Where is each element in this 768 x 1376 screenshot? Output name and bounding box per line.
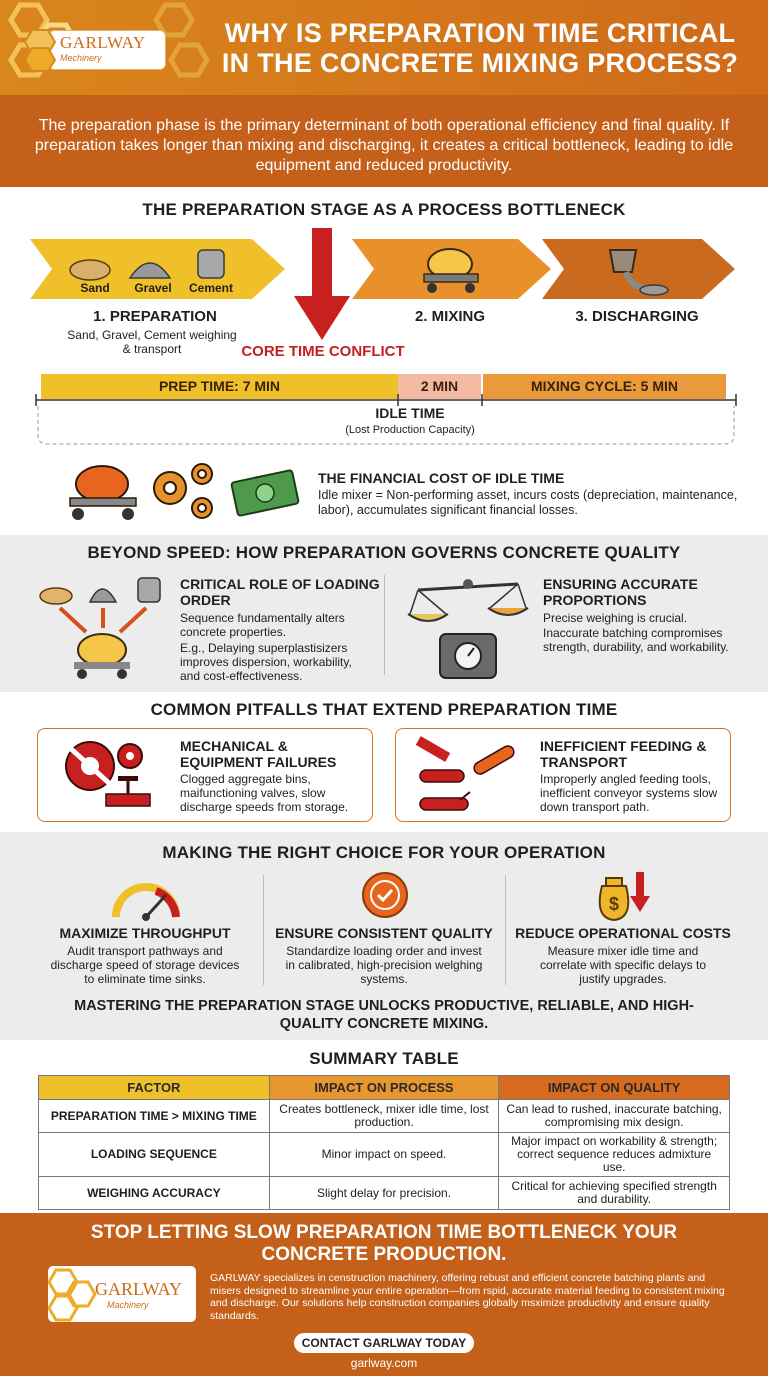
choice-divider-1 [263, 875, 264, 985]
material-label-cement: Cement [188, 281, 233, 295]
maximize-throughput-text: Audit transport pathways and discharge speed of storage devices to eliminate time sinks. [50, 944, 240, 986]
speedometer-icon [110, 873, 182, 921]
money-icon [231, 470, 299, 516]
material-label-sand: Sand [80, 281, 110, 295]
logo-tagline: Mechinery [60, 53, 102, 63]
financial-cost-title: THE FINANCIAL COST OF IDLE TIME [318, 470, 565, 486]
sand-pile-icon [70, 260, 110, 280]
choice-section-title: MAKING THE RIGHT CHOICE FOR YOUR OPERATION [162, 843, 606, 862]
cement-bag-icon [198, 250, 224, 278]
mechanical-failures-title: MECHANICAL & EQUIPMENT FAILURES [180, 738, 337, 770]
reduce-costs-title: REDUCE OPERATIONAL COSTS [515, 925, 731, 941]
inefficient-feeding-text: Improperly angled feeding tools, inefficient conveyor systems slow down transport path. [540, 772, 718, 814]
quality-badge-icon [360, 870, 410, 920]
logo-name: GARLWAY [60, 33, 146, 52]
quality-section-title: BEYOND SPEED: HOW PREPARATION GOVERNS CONCRETE QUALITY [87, 543, 681, 562]
table-cell: Slight delay for precision. [269, 1177, 499, 1210]
core-conflict-label: CORE TIME CONFLICT [241, 343, 405, 360]
loading-order-text-1: Sequence fundamentally alters concrete properties. [180, 611, 345, 639]
table-cell: Creates bottleneck, mixer idle time, lost production. [269, 1100, 499, 1133]
footer-description: GARLWAY specializes in censtruction machinery, offering rebust and efficient concrete batching plants and misers designed to streamline your entire operation—from rspid, accurate material feeding to consistent mixing and discharge. Our solutions help construction companies globally msximize productivity and ensure quality standards. [210, 1272, 725, 1322]
table-row [39, 1177, 730, 1210]
table-cell: Minor impact on speed. [269, 1133, 499, 1177]
table-cell: Critical for achieving specified strength and durability. [499, 1177, 730, 1210]
idle-cost-icons [62, 458, 304, 526]
table-cell: WEIGHING ACCURACY [39, 1177, 270, 1210]
bottleneck-section-title: THE PREPARATION STAGE AS A PROCESS BOTTLENECK [142, 200, 626, 219]
table-header-row [39, 1076, 730, 1100]
contact-button[interactable]: CONTACT GARLWAY TODAY [294, 1333, 474, 1353]
loading-order-icon [36, 572, 170, 682]
stage-preparation-subtitle: Sand, Gravel, Cement weighing & transport [67, 328, 237, 356]
idle-time-sublabel: (Lost Production Capacity) [345, 424, 475, 436]
consistent-quality-text: Standardize loading order and invest in calibrated, high-precision welghing systems. [285, 944, 483, 986]
pitfalls-section-title: COMMON PITFALLS THAT EXTEND PREPARATION TIME [150, 700, 618, 719]
maximize-throughput-title: MAXIMIZE THROUGHPUT [59, 925, 231, 941]
loading-order-text-2: E.g., Delaying superplastisizers improves dispersion, workability, and cost-effectiveness. [180, 641, 352, 683]
table-cell: PREPARATION TIME > MIXING TIME [39, 1100, 270, 1133]
mixing-cycle-bar: MIXING CYCLE: 5 MIN [483, 374, 726, 399]
table-cell: Major impact on workability & strength; correct sequence reduces admixture use. [499, 1133, 730, 1177]
conveyor-icon [410, 736, 526, 816]
table-row [39, 1133, 730, 1177]
header-impact-process: IMPACT ON PROCESS [269, 1076, 499, 1100]
table-row [39, 1100, 730, 1133]
page-title: WHY IS PREPARATION TIME CRITICAL IN THE CONCRETE MIXING PROCESS? [221, 18, 739, 78]
gears-icon [154, 464, 212, 518]
table-cell: Can lead to rushed, inaccurate batching, compromising mix design. [499, 1100, 730, 1133]
idle-time-bar: 2 MIN [398, 374, 481, 399]
inefficient-feeding-title: INEFFICIENT FEEDING & TRANSPORT [540, 738, 707, 770]
svg-text:$: $ [609, 894, 620, 914]
financial-cost-text: Idle mixer = Non-performing asset, incurs costs (depreciation, maintenance, labor), accumulates significant financial losses. [318, 488, 738, 517]
consistent-quality-title: ENSURE CONSISTENT QUALITY [275, 925, 493, 941]
mechanical-failures-text: Clogged aggregate bins, maifunctioning valves, slow discharge speeds from storage. [180, 772, 349, 814]
down-arrow-icon [292, 226, 352, 344]
reduce-costs-text: Measure mixer idle time and correlate with specific delays to justify upgrades. [539, 944, 707, 986]
header-impact-quality: IMPACT ON QUALITY [499, 1076, 730, 1100]
idle-time-label: IDLE TIME [375, 405, 445, 421]
stage-preparation-title: 1. PREPARATION [93, 308, 217, 325]
stage-mixing-title: 2. MIXING [414, 308, 485, 325]
mixer-cost-icon [70, 466, 136, 520]
quality-divider [384, 575, 385, 675]
footer-call-to-action: STOP LETTING SLOW PREPARATION TIME BOTTLENECK YOUR CONCRETE PRODUCTION. [90, 1222, 678, 1265]
choice-divider-2 [505, 875, 506, 985]
prep-time-bar: PREP TIME: 7 MIN [41, 374, 398, 399]
summary-table-title: SUMMARY TABLE [309, 1049, 459, 1068]
money-bag-down-icon [592, 868, 654, 922]
discharging-chevron [542, 239, 735, 299]
accurate-proportions-text-2: Inaccurate batching compromises strength, durability, and workability. [543, 626, 729, 654]
stage-discharging-title: 3. DISCHARGING [575, 308, 699, 325]
broken-gear-icon [56, 736, 156, 816]
logo-hexagon-icon [24, 28, 56, 72]
summary-table [38, 1075, 730, 1210]
header-factor: FACTOR [39, 1076, 270, 1100]
intro-text: The preparation phase is the primary determinant of both operational efficiency and final quality. If preparation takes longer than mixing and discharging, it creates a critical bottleneck, leading to idle equipment and reduced productivity. [34, 117, 734, 174]
mastering-statement: MASTERING THE PREPARATION STAGE UNLOCKS PRODUCTIVE, RELIABLE, AND HIGH-QUALITY CONCRETE MIXING. [74, 998, 694, 1032]
accurate-proportions-text-1: Precise weighing is crucial. [543, 611, 688, 625]
footer-logo-tagline: Machinery [107, 1300, 149, 1310]
accurate-proportions-title: ENSURING ACCURATE PROPORTIONS [543, 576, 698, 608]
footer-logo-name: GARLWAY [95, 1279, 183, 1299]
scale-icon [406, 570, 530, 682]
table-cell: LOADING SEQUENCE [39, 1133, 270, 1177]
website-link[interactable]: garlway.com [350, 1356, 418, 1370]
loading-order-title: CRITICAL ROLE OF LOADING ORDER [180, 576, 380, 608]
material-label-gravel: Gravel [134, 281, 172, 295]
